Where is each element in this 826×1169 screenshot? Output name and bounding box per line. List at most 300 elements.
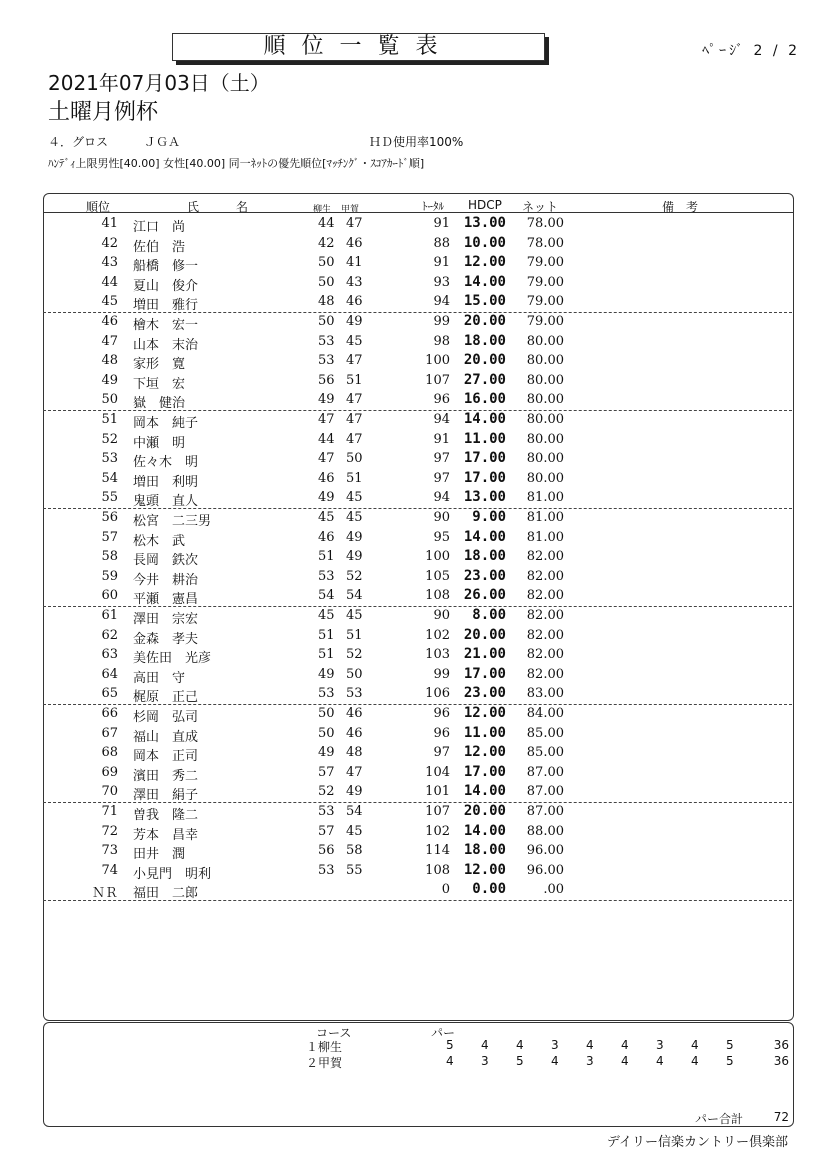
total-score: 91 xyxy=(433,431,450,447)
half2-score: 49 xyxy=(346,314,363,329)
col-half1: 柳生 xyxy=(313,205,332,215)
half2-score: 58 xyxy=(346,843,363,859)
hole-par: 4 xyxy=(691,1054,699,1068)
half1-score: 54 xyxy=(318,588,335,604)
half2-score: 45 xyxy=(346,608,363,623)
name-cell: 今井 耕治 xyxy=(133,572,199,588)
rank-cell: 59 xyxy=(101,568,118,584)
name-cell: 檜木 宏一 xyxy=(133,318,199,333)
table-row xyxy=(43,371,792,391)
competition-name: 土曜月例杯 xyxy=(48,100,159,125)
rank-cell: 48 xyxy=(101,353,118,369)
hdcp-value: 17.00 xyxy=(463,665,506,682)
table-row xyxy=(43,528,792,548)
table-row xyxy=(43,841,792,861)
rank-cell: 55 xyxy=(101,490,118,506)
total-score: 90 xyxy=(433,608,450,623)
name-cell: 長岡 鉄次 xyxy=(133,553,199,569)
par-label: パー xyxy=(431,1026,456,1040)
total-score: 106 xyxy=(425,686,450,702)
course-label: コース xyxy=(316,1026,352,1040)
hdcp-value: 18.00 xyxy=(463,548,506,565)
half1-score: 53 xyxy=(318,353,335,369)
half2-score: 45 xyxy=(346,823,363,839)
half1-score: 42 xyxy=(318,235,335,251)
club-name: デイリー信楽カントリー倶楽部 xyxy=(606,1135,788,1150)
total-score: 99 xyxy=(433,666,450,682)
total-score: 96 xyxy=(433,725,450,741)
half2-score: 51 xyxy=(346,627,363,643)
hdcp-value: 23.00 xyxy=(463,567,506,584)
rank-cell: 60 xyxy=(101,588,118,604)
hdcp-value: 0.00 xyxy=(472,881,506,898)
course-par-total: 36 xyxy=(773,1038,789,1052)
total-score: 90 xyxy=(433,510,450,525)
hdcp-value: 9.00 xyxy=(472,509,506,525)
net-score: 80.00 xyxy=(526,431,564,447)
net-score: 81.00 xyxy=(526,490,564,506)
rank-cell: 65 xyxy=(101,686,118,702)
name-cell: 増田 雅行 xyxy=(133,298,199,314)
rank-cell: 71 xyxy=(101,804,118,819)
half2-score: 51 xyxy=(346,470,363,486)
table-row xyxy=(43,645,792,665)
table-row xyxy=(43,861,792,881)
hdcp-value: 18.00 xyxy=(463,842,506,859)
hole-par: 4 xyxy=(481,1038,489,1052)
name-cell: 下垣 宏 xyxy=(133,376,186,392)
rank-cell: 68 xyxy=(101,745,118,761)
table-row xyxy=(43,508,792,528)
half2-score: 54 xyxy=(346,804,363,819)
hdcp-value: 12.00 xyxy=(463,744,506,761)
half1-score: 57 xyxy=(318,823,335,839)
rank-cell: 41 xyxy=(101,216,118,231)
half1-score: 53 xyxy=(318,686,335,702)
half2-score: 47 xyxy=(346,412,363,427)
table-row xyxy=(43,724,792,744)
hdcp-value: 20.00 xyxy=(463,803,506,819)
hdcp-value: 20.00 xyxy=(463,626,506,643)
name-cell: 岡本 正司 xyxy=(133,749,199,765)
page-title: 順位一覧表 xyxy=(172,33,545,61)
net-score: 78.00 xyxy=(526,235,564,251)
net-score: 80.00 xyxy=(526,412,564,427)
rank-cell: 63 xyxy=(101,647,118,663)
half2-score: 43 xyxy=(346,274,363,290)
half2-score: 49 xyxy=(346,784,363,800)
total-score: 97 xyxy=(433,470,450,486)
half1-score: 45 xyxy=(318,608,335,623)
table-row xyxy=(43,488,792,509)
half1-score: 45 xyxy=(318,510,335,525)
half1-score: 53 xyxy=(318,568,335,584)
hole-par: 3 xyxy=(656,1038,664,1052)
rank-cell: ＮＲ xyxy=(91,886,118,902)
half2-score: 55 xyxy=(346,862,363,878)
hdcp-value: 17.00 xyxy=(463,763,506,780)
half1-score: 50 xyxy=(318,255,335,271)
rank-cell: 52 xyxy=(101,431,118,447)
rank-cell: 61 xyxy=(101,608,118,623)
col-rank: 順位 xyxy=(86,200,111,214)
rank-cell: 67 xyxy=(101,725,118,741)
net-score: 82.00 xyxy=(526,666,564,682)
table-row xyxy=(43,763,792,783)
total-score: 95 xyxy=(433,529,450,545)
name-cell: 杉岡 弘司 xyxy=(133,710,199,725)
half2-score: 47 xyxy=(346,353,363,369)
rank-cell: 51 xyxy=(101,412,118,427)
hdcp-value: 8.00 xyxy=(472,607,506,623)
col-total: ﾄｰﾀﾙ xyxy=(422,200,444,213)
net-score: 80.00 xyxy=(526,353,564,369)
half2-score: 50 xyxy=(346,666,363,682)
hdcp-value: 17.00 xyxy=(463,469,506,486)
half2-score: 46 xyxy=(346,725,363,741)
hdcp-value: 14.00 xyxy=(463,822,506,839)
half1-score: 56 xyxy=(318,372,335,388)
net-score: 78.00 xyxy=(526,216,564,231)
total-score: 102 xyxy=(425,627,450,643)
half1-score: 46 xyxy=(318,470,335,486)
hdcp-value: 27.00 xyxy=(463,371,506,388)
name-cell: 田井 潤 xyxy=(133,847,186,863)
half2-score: 48 xyxy=(346,745,363,761)
col-name-given: 名 xyxy=(236,200,249,214)
hdcp-value: 13.00 xyxy=(463,215,506,231)
total-score: 94 xyxy=(433,412,450,427)
name-cell: 中瀬 明 xyxy=(133,435,186,451)
col-remarks: 備 考 xyxy=(662,200,699,214)
rank-cell: 44 xyxy=(101,274,118,290)
name-cell: 芳本 昌幸 xyxy=(133,827,199,843)
rank-cell: 46 xyxy=(101,314,118,329)
half2-score: 46 xyxy=(346,235,363,251)
par-total-label: パー合計 xyxy=(695,1112,744,1126)
name-cell: 福山 直成 xyxy=(133,729,199,745)
total-score: 88 xyxy=(433,235,450,251)
name-cell: 澤田 絹子 xyxy=(133,788,199,804)
total-score: 108 xyxy=(425,862,450,878)
rank-cell: 49 xyxy=(101,372,118,388)
net-score: 87.00 xyxy=(526,784,564,800)
rank-cell: 50 xyxy=(101,392,118,408)
name-cell: 船橋 修一 xyxy=(133,259,199,275)
table-row xyxy=(43,292,792,313)
hole-par: 4 xyxy=(621,1054,629,1068)
name-cell: 山本 末治 xyxy=(133,337,199,353)
hole-par: 4 xyxy=(586,1038,594,1052)
name-cell: 佐伯 浩 xyxy=(133,239,186,255)
net-score: 88.00 xyxy=(526,823,564,839)
course-name: ２甲賀 xyxy=(306,1056,343,1070)
table-row xyxy=(43,390,792,411)
name-cell: 曽我 隆二 xyxy=(133,808,199,823)
hole-par: 4 xyxy=(551,1054,559,1068)
table-row xyxy=(43,665,792,685)
page-number: ﾍﾟｰｼﾞ 2 / 2 xyxy=(702,43,800,59)
half1-score: 48 xyxy=(318,294,335,310)
rank-cell: 47 xyxy=(101,333,118,349)
table-row xyxy=(43,214,792,234)
hdcp-value: 13.00 xyxy=(463,489,506,506)
table-row xyxy=(43,606,792,626)
name-cell: 澤田 宗宏 xyxy=(133,612,199,627)
half2-score: 45 xyxy=(346,333,363,349)
total-score: 104 xyxy=(425,764,450,780)
col-name-family: 氏 xyxy=(187,200,200,214)
half2-score: 41 xyxy=(346,255,363,271)
half1-score: 49 xyxy=(318,666,335,682)
net-score: 80.00 xyxy=(526,451,564,467)
total-score: 100 xyxy=(425,549,450,565)
hole-par: 3 xyxy=(551,1038,559,1052)
hole-par: 5 xyxy=(726,1054,734,1068)
half2-score: 51 xyxy=(346,372,363,388)
name-cell: 梶原 正己 xyxy=(133,690,199,706)
rule-note: ﾊﾝﾃﾞｨ上限男性[40.00] 女性[40.00] 同一ﾈｯﾄの優先順位[ﾏｯﾁﾝｸﾞ・ｽｺｱｶｰﾄﾞ順] xyxy=(48,157,425,170)
half2-score: 49 xyxy=(346,529,363,545)
table-row xyxy=(43,469,792,489)
name-cell: 美佐田 光彦 xyxy=(133,651,212,667)
total-score: 94 xyxy=(433,490,450,506)
half2-score: 47 xyxy=(346,764,363,780)
hdcp-value: 12.00 xyxy=(463,705,506,721)
total-score: 107 xyxy=(425,804,450,819)
total-score: 98 xyxy=(433,333,450,349)
hdcp-value: 12.00 xyxy=(463,254,506,271)
table-row xyxy=(43,332,792,352)
half2-score: 47 xyxy=(346,216,363,231)
total-score: 0 xyxy=(441,882,450,898)
hdcp-value: 21.00 xyxy=(463,646,506,663)
net-score: 87.00 xyxy=(526,804,564,819)
hole-par: 5 xyxy=(516,1054,524,1068)
table-row xyxy=(43,253,792,273)
hdcp-value: 20.00 xyxy=(463,313,506,329)
name-cell: 平瀬 憲昌 xyxy=(133,592,199,608)
half1-score: 46 xyxy=(318,529,335,545)
half1-score: 49 xyxy=(318,490,335,506)
half1-score: 53 xyxy=(318,333,335,349)
net-score: 79.00 xyxy=(526,314,564,329)
half1-score: 44 xyxy=(318,431,335,447)
net-score: 82.00 xyxy=(526,627,564,643)
hdcp-value: 14.00 xyxy=(463,783,506,800)
course-par-total: 36 xyxy=(773,1054,789,1068)
rank-cell: 69 xyxy=(101,764,118,780)
table-row xyxy=(43,312,792,332)
net-score: 81.00 xyxy=(526,529,564,545)
hdcp-value: 16.00 xyxy=(463,391,506,408)
net-score: 82.00 xyxy=(526,568,564,584)
rank-cell: 45 xyxy=(101,294,118,310)
half2-score: 47 xyxy=(346,392,363,408)
table-row xyxy=(43,743,792,763)
hd-rate: ＨＤ使用率100% xyxy=(369,135,464,149)
table-row xyxy=(43,822,792,842)
rank-cell: 54 xyxy=(101,470,118,486)
total-score: 114 xyxy=(425,843,450,859)
half1-score: 49 xyxy=(318,392,335,408)
table-row xyxy=(43,449,792,469)
half2-score: 54 xyxy=(346,588,363,604)
rank-cell: 64 xyxy=(101,666,118,682)
hdcp-value: 12.00 xyxy=(463,861,506,878)
name-cell: 鬼頭 直人 xyxy=(133,494,199,510)
name-cell: 濱田 秀二 xyxy=(133,768,199,784)
half2-score: 45 xyxy=(346,510,363,525)
hdcp-value: 10.00 xyxy=(463,234,506,251)
net-score: 85.00 xyxy=(526,745,564,761)
net-score: 85.00 xyxy=(526,725,564,741)
hole-par: 5 xyxy=(726,1038,734,1052)
net-score: 82.00 xyxy=(526,549,564,565)
hole-par: 4 xyxy=(516,1038,524,1052)
net-score: 79.00 xyxy=(526,294,564,310)
net-score: 82.00 xyxy=(526,647,564,663)
rank-cell: 70 xyxy=(101,784,118,800)
total-score: 91 xyxy=(433,216,450,231)
total-score: 96 xyxy=(433,706,450,721)
half2-score: 53 xyxy=(346,686,363,702)
table-row xyxy=(43,547,792,567)
half1-score: 53 xyxy=(318,804,335,819)
name-cell: 小見門 明利 xyxy=(133,866,212,882)
half1-score: 47 xyxy=(318,451,335,467)
half2-score: 52 xyxy=(346,568,363,584)
net-score: 80.00 xyxy=(526,470,564,486)
header-divider xyxy=(43,212,794,213)
rank-cell: 53 xyxy=(101,451,118,467)
name-cell: 夏山 俊介 xyxy=(133,278,199,294)
name-cell: 松宮 二三男 xyxy=(133,514,212,529)
total-score: 99 xyxy=(433,314,450,329)
hdcp-value: 26.00 xyxy=(463,587,506,604)
table-row xyxy=(43,704,792,724)
half2-score: 52 xyxy=(346,647,363,663)
table-row xyxy=(43,351,792,371)
name-cell: 高田 守 xyxy=(133,670,186,686)
half1-score: 53 xyxy=(318,862,335,878)
hdcp-value: 11.00 xyxy=(463,430,506,447)
total-score: 97 xyxy=(433,451,450,467)
hole-par: 4 xyxy=(446,1054,454,1068)
total-score: 100 xyxy=(425,353,450,369)
half1-score: 51 xyxy=(318,549,335,565)
hdcp-value: 23.00 xyxy=(463,685,506,702)
half1-score: 50 xyxy=(318,274,335,290)
total-score: 107 xyxy=(425,372,450,388)
hole-par: 3 xyxy=(586,1054,594,1068)
name-cell: 福田 二郎 xyxy=(133,886,199,902)
half2-score: 50 xyxy=(346,451,363,467)
net-score: 84.00 xyxy=(526,706,564,721)
name-cell: 増田 利明 xyxy=(133,474,199,490)
net-score: 80.00 xyxy=(526,333,564,349)
half1-score: 49 xyxy=(318,745,335,761)
total-score: 102 xyxy=(425,823,450,839)
half2-score: 45 xyxy=(346,490,363,506)
half2-score: 49 xyxy=(346,549,363,565)
rank-cell: 74 xyxy=(101,862,118,878)
total-score: 96 xyxy=(433,392,450,408)
net-score: 80.00 xyxy=(526,392,564,408)
rank-cell: 42 xyxy=(101,235,118,251)
total-score: 101 xyxy=(425,784,450,800)
total-score: 97 xyxy=(433,745,450,761)
rank-cell: 57 xyxy=(101,529,118,545)
hdcp-value: 11.00 xyxy=(463,724,506,741)
hdcp-value: 14.00 xyxy=(463,528,506,545)
half1-score: 51 xyxy=(318,627,335,643)
name-cell: 岡本 純子 xyxy=(133,416,199,431)
hdcp-value: 17.00 xyxy=(463,450,506,467)
table-row xyxy=(43,880,792,901)
total-score: 93 xyxy=(433,274,450,290)
name-cell: 金森 孝夫 xyxy=(133,631,199,647)
par-total: 72 xyxy=(773,1110,789,1124)
total-score: 91 xyxy=(433,255,450,271)
net-score: 96.00 xyxy=(526,843,564,859)
col-hdcp: HDCP xyxy=(468,198,502,212)
rank-cell: 66 xyxy=(101,706,118,721)
half1-score: 56 xyxy=(318,843,335,859)
total-score: 103 xyxy=(425,647,450,663)
table-row xyxy=(43,684,792,705)
net-score: 82.00 xyxy=(526,588,564,604)
half2-score: 46 xyxy=(346,294,363,310)
total-score: 105 xyxy=(425,568,450,584)
net-score: 82.00 xyxy=(526,608,564,623)
hole-par: 3 xyxy=(481,1054,489,1068)
half1-score: 50 xyxy=(318,706,335,721)
name-cell: 家形 寛 xyxy=(133,357,186,373)
category: ４．グロス ＪＧＡ xyxy=(48,135,181,149)
table-row xyxy=(43,410,792,430)
net-score: 81.00 xyxy=(526,510,564,525)
half1-score: 57 xyxy=(318,764,335,780)
table-row xyxy=(43,626,792,646)
name-cell: 江口 尚 xyxy=(133,220,186,235)
course-par-box xyxy=(43,1022,794,1127)
hole-par: 4 xyxy=(621,1038,629,1052)
half1-score: 51 xyxy=(318,647,335,663)
half1-score: 50 xyxy=(318,314,335,329)
hdcp-value: 14.00 xyxy=(463,273,506,290)
hdcp-value: 20.00 xyxy=(463,352,506,369)
half2-score: 47 xyxy=(346,431,363,447)
table-row xyxy=(43,430,792,450)
half1-score: 47 xyxy=(318,412,335,427)
col-net: ネット xyxy=(522,200,559,214)
table-row xyxy=(43,234,792,254)
hole-par: 4 xyxy=(656,1054,664,1068)
hole-par: 4 xyxy=(691,1038,699,1052)
name-cell: 佐々木 明 xyxy=(133,455,199,471)
rank-cell: 56 xyxy=(101,510,118,525)
half1-score: 50 xyxy=(318,725,335,741)
net-score: 80.00 xyxy=(526,372,564,388)
hdcp-value: 14.00 xyxy=(463,411,506,427)
net-score: 87.00 xyxy=(526,764,564,780)
name-cell: 松木 武 xyxy=(133,533,186,549)
half1-score: 52 xyxy=(318,784,335,800)
table-row xyxy=(43,782,792,803)
table-row xyxy=(43,567,792,587)
net-score: 96.00 xyxy=(526,862,564,878)
